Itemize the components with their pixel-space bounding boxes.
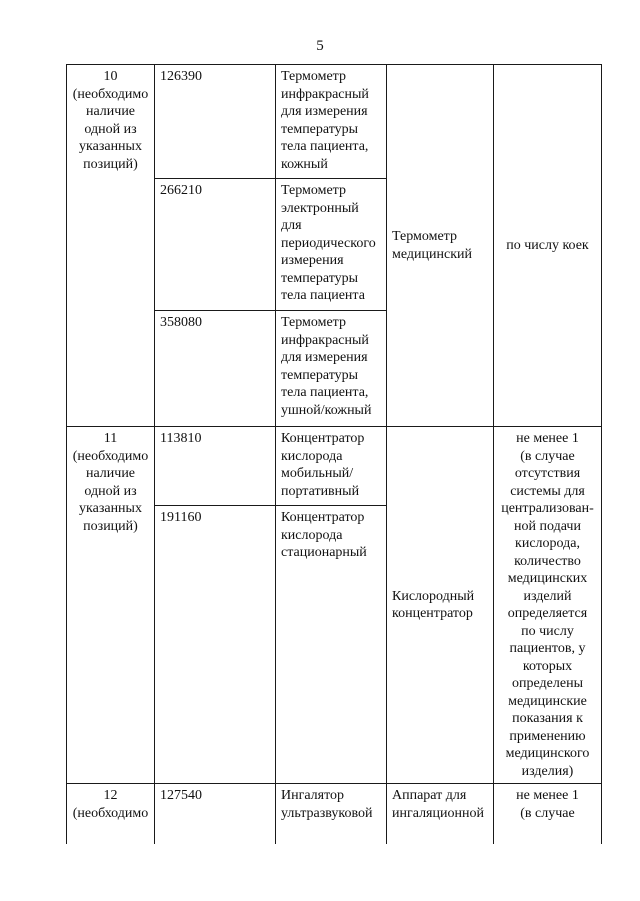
table-row xyxy=(67,427,602,506)
quantity-cell: не менее 1 (в случае xyxy=(494,784,602,844)
item-name-cell: Ингалятор ультразвуковой xyxy=(276,784,387,844)
table-row xyxy=(67,65,602,179)
quantity-cell: не менее 1 (в случае отсутствия системы для централизован- ной подачи кислорода, количество медицинских изделий определяется по числу пациентов, у которых определены медицинские показания к применению медицинского изделия) xyxy=(494,427,602,784)
item-name-cell: Концентратор кислорода стационарный xyxy=(276,506,387,784)
table-row xyxy=(67,784,602,844)
device-type-cell: Кислородный концентратор xyxy=(387,427,494,784)
row-number-cell: 11 (необходимо наличие одной из указанных позиций) xyxy=(67,427,155,784)
equipment-table xyxy=(66,64,602,844)
code-cell: 191160 xyxy=(155,506,276,784)
code-cell: 127540 xyxy=(155,784,276,844)
row-number-cell: 10 (необходимо наличие одной из указанных позиций) xyxy=(67,65,155,427)
code-cell: 266210 xyxy=(155,179,276,311)
code-cell: 113810 xyxy=(155,427,276,506)
item-name-cell: Термометр инфракрасный для измерения температуры тела пациента, ушной/кожный xyxy=(276,311,387,427)
page-number: 5 xyxy=(316,38,324,54)
item-name-cell: Концентратор кислорода мобильный/ портативный xyxy=(276,427,387,506)
code-cell: 358080 xyxy=(155,311,276,427)
item-name-cell: Термометр инфракрасный для измерения температуры тела пациента, кожный xyxy=(276,65,387,179)
row-number-cell: 12 (необходимо xyxy=(67,784,155,844)
item-name-cell: Термометр электронный для периодического измерения температуры тела пациента xyxy=(276,179,387,311)
quantity-cell: по числу коек xyxy=(494,65,602,427)
code-cell: 126390 xyxy=(155,65,276,179)
device-type-cell: Термометр медицинский xyxy=(387,65,494,427)
device-type-cell: Аппарат для ингаляционной xyxy=(387,784,494,844)
